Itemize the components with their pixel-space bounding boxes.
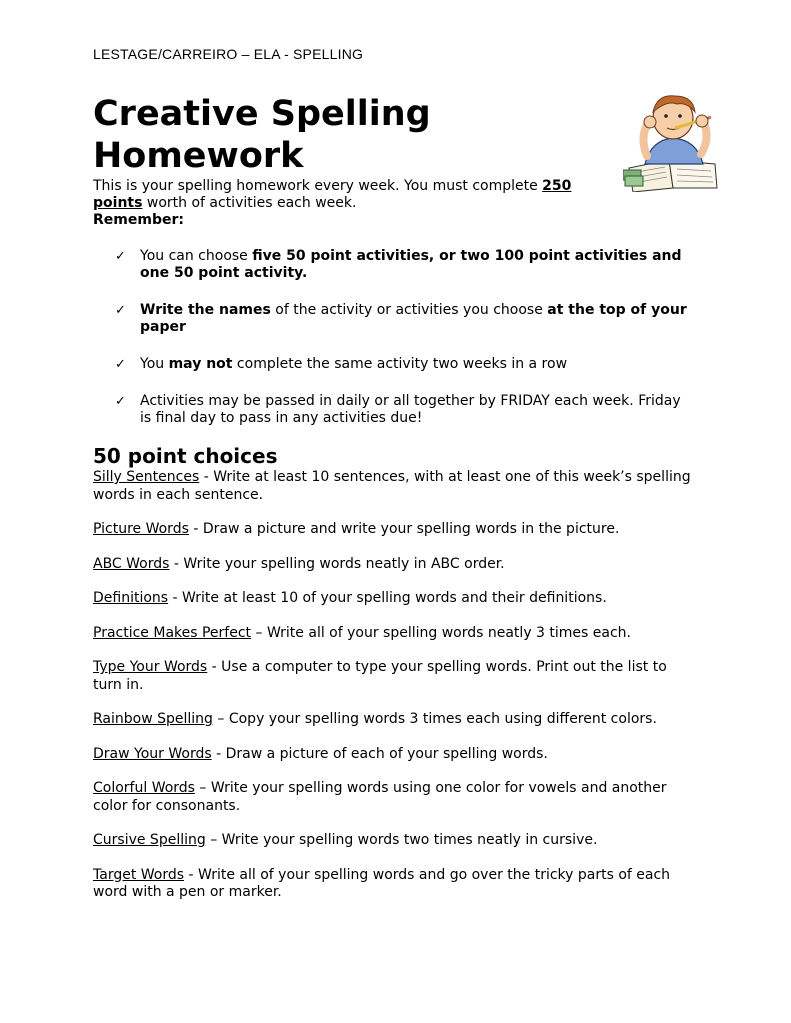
rule-text: Activities may be passed in daily or all together by FRIDAY each week. Friday is final day to pass in any activities due! [140, 393, 681, 426]
choice-item [93, 867, 698, 902]
choice-item [93, 659, 698, 694]
choice-description: - Draw a picture of each of your spelling words. [211, 745, 548, 762]
choice-item [93, 469, 698, 504]
choice-name: Target Words [93, 866, 185, 883]
intro-paragraph [93, 178, 613, 229]
check-mark-icon: ✓ [115, 303, 126, 318]
rule-item [115, 302, 695, 336]
rule-text-bold: five 50 point activities, or two 100 point activities and one 50 point activity. [140, 248, 682, 281]
rule-item [115, 393, 695, 427]
choice-description: - Write at least 10 sentences, with at least one of this week’s spelling words in each sentence. [93, 469, 691, 503]
choice-item [93, 711, 698, 729]
choice-name: ABC Words [93, 555, 170, 572]
choice-description: - Write your spelling words neatly in ABC order. [169, 555, 505, 572]
choice-item [93, 832, 698, 850]
choice-description: – Write your spelling words using one color for vowels and another color for consonants. [93, 780, 667, 814]
choice-item [93, 521, 698, 539]
choice-description: – Write your spelling words two times neatly in cursive. [205, 832, 598, 848]
choice-item [93, 556, 698, 574]
choice-description: - Write at least 10 of your spelling words and their definitions. [168, 590, 607, 606]
intro-text-start: This is your spelling homework every week. You must complete [93, 178, 543, 194]
choice-name: Colorful Words [93, 780, 195, 796]
page-title: Creative Spelling Homework [93, 94, 431, 176]
remember-label: Remember: [93, 212, 184, 228]
rule-text: of the activity or activities you choose [270, 302, 548, 318]
choice-name: Cursive Spelling [93, 832, 206, 848]
choice-item [93, 625, 698, 643]
choice-name: Rainbow Spelling [93, 711, 213, 727]
student-studying-clipart [623, 90, 723, 192]
rule-text-bold: Write the names [140, 302, 271, 318]
choice-description: - Write all of your spelling words and go over the tricky parts of each word with a pen or marker. [93, 866, 671, 900]
rule-text: You [140, 356, 169, 372]
choice-description: - Use a computer to type your spelling words. Print out the list to turn in. [93, 659, 667, 693]
choice-name: Practice Makes Perfect [93, 624, 252, 641]
choice-name: Draw Your Words [93, 745, 212, 762]
choice-item [93, 780, 698, 815]
rule-item [115, 356, 695, 373]
intro-text-end: worth of activities each week. [142, 195, 357, 211]
check-mark-icon: ✓ [115, 357, 126, 372]
rule-text-bold: may not [168, 356, 233, 372]
intro-points: 250 points [93, 178, 572, 211]
choice-description: – Copy your spelling words 3 times each using different colors. [212, 711, 657, 727]
choice-name: Type Your Words [93, 659, 208, 675]
check-mark-icon: ✓ [115, 249, 126, 264]
choice-name: Silly Sentences [93, 469, 200, 485]
choice-name: Picture Words [93, 521, 189, 537]
choice-item [93, 590, 698, 608]
choices-list [93, 469, 698, 919]
rule-text: You can choose [140, 248, 253, 264]
check-mark-icon: ✓ [115, 394, 126, 409]
choice-item [93, 746, 698, 764]
choice-name: Definitions [93, 590, 169, 606]
choice-description: – Write all of your spelling words neatly 3 times each. [251, 624, 631, 641]
choice-description: - Draw a picture and write your spelling words in the picture. [188, 521, 620, 537]
rule-text-bold: at the top of your paper [140, 302, 687, 335]
rule-text: complete the same activity two weeks in a row [232, 356, 568, 372]
rule-item [115, 248, 695, 282]
rules-list [115, 248, 695, 447]
section-title: 50 point choices [93, 444, 278, 468]
document-header: LESTAGE/CARREIRO – ELA - SPELLING [93, 46, 364, 62]
